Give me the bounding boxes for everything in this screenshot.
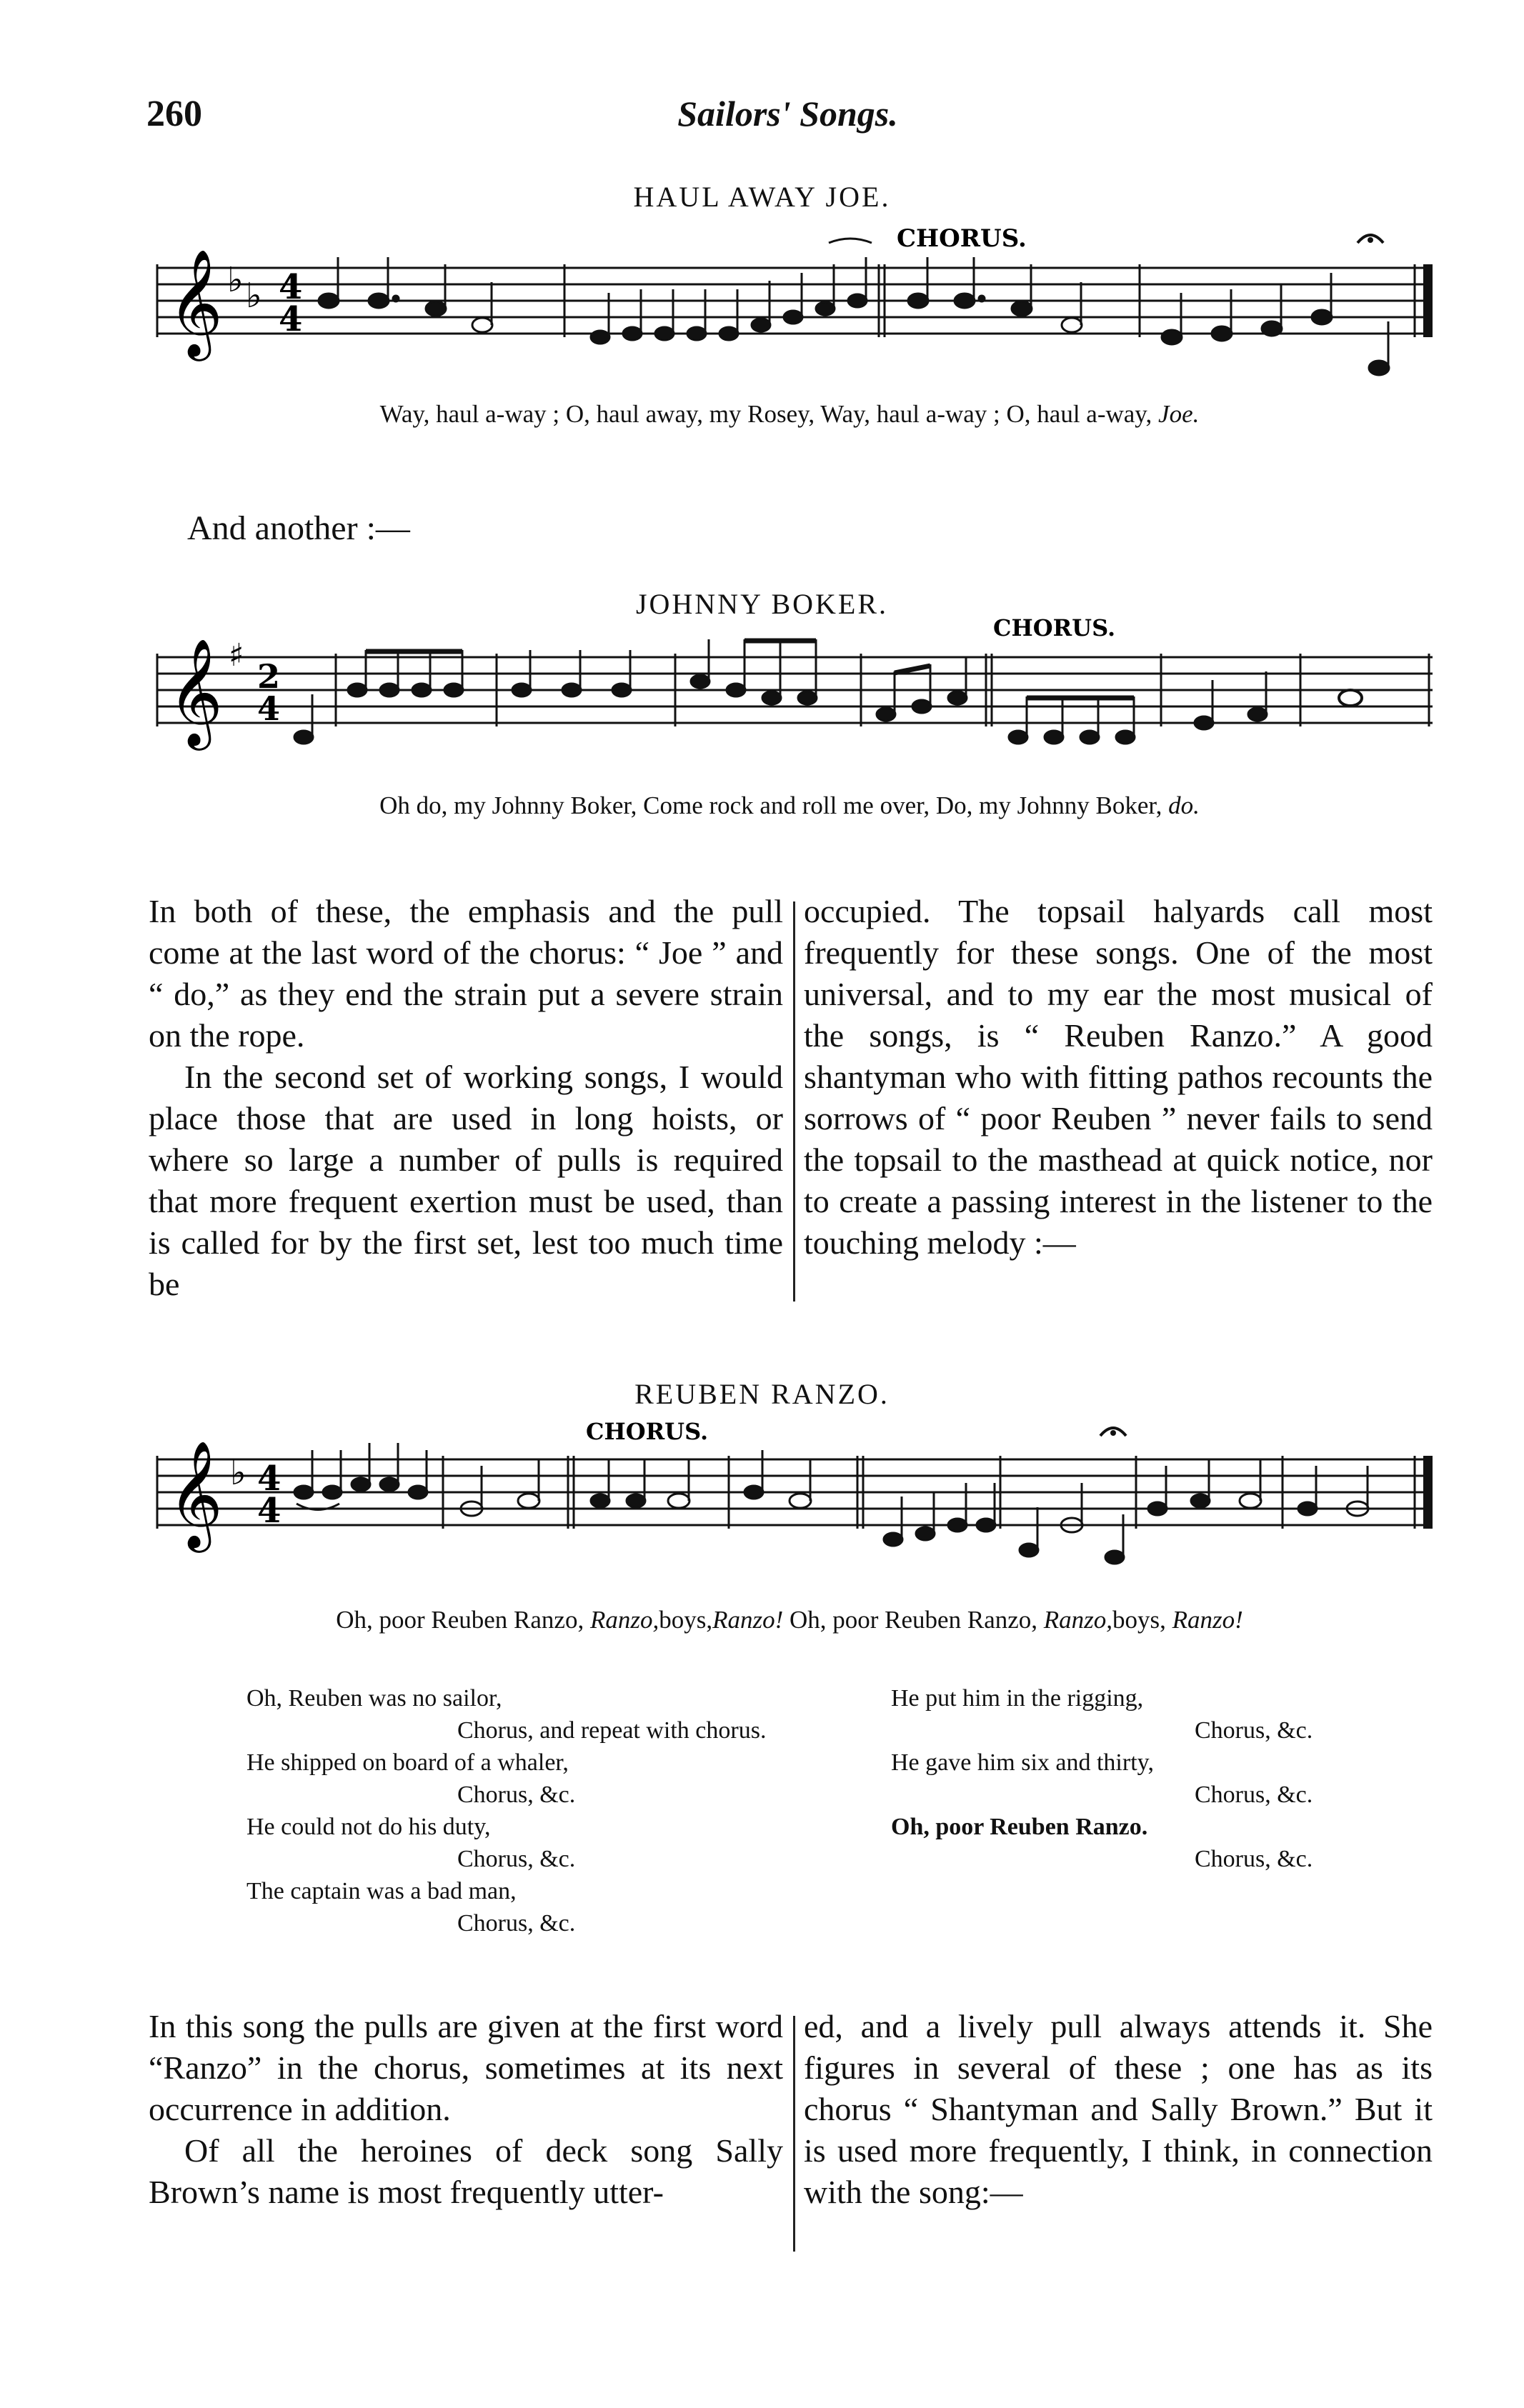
verse-chorus: Chorus, &c. [457,1846,576,1872]
lyrics-part-italic: Ranzo, [1043,1606,1113,1634]
paragraph: In both of these, the emphasis and the pull come at the last word of the chorus: “ Joe ” and “ do,” as they end the strain put a severe strain on the rope. [149,893,783,1054]
svg-text:♯: ♯ [229,637,244,674]
verse-line: Oh, poor Reuben Ranzo. [891,1814,1148,1840]
lyrics-part: Oh, poor Reuben Ranzo, [790,1606,1038,1634]
svg-text:𝄞: 𝄞 [168,248,223,356]
lyrics-johnny-boker [143,791,1436,820]
paragraph: In this song the pulls are given at the first word “Ranzo” in the chorus, sometimes at its next occurrence in addition. [149,2008,783,2127]
lyrics-part: boys, [659,1606,713,1634]
lyrics-line: Oh do, my Johnny Boker, Come rock and roll me over, Do, my Johnny Boker, [379,791,1162,819]
running-title: Sailors' Songs. [677,94,898,134]
column-divider [793,901,795,1302]
svg-text:4: 4 [257,1491,282,1531]
prose-column-left-2 [149,2006,783,2213]
lyrics-end: do. [1168,791,1200,819]
lyrics-part: boys, [1112,1606,1166,1634]
lyrics-line: Way, haul a-way ; O, haul away, my Rosey, Way, haul a-way ; O, haul a-way, [379,400,1152,428]
verses-left [246,1682,890,1939]
svg-text:𝄞: 𝄞 [168,637,223,746]
lyrics-end: Joe. [1158,400,1200,428]
chorus-label-2: CHORUS. [993,614,1116,641]
verse-line: He gave him six and thirty, [891,1749,1154,1776]
svg-text:2: 2 [257,657,281,696]
svg-text:𝄞: 𝄞 [168,1439,223,1548]
chorus-label-1: CHORUS. [897,224,1027,253]
prose-column-left-1 [149,891,783,1305]
paragraph: In the second set of working songs, I would place those that are used in long hoists, or where so large a number of pulls is required that more frequent exertion must be used, than is called for by the first set, lest too much time be [149,1059,783,1302]
song-title-haul-away-joe: HAUL AWAY JOE. [633,181,891,213]
prose-column-right-1 [804,891,1433,1264]
svg-text:4: 4 [279,267,303,307]
verse-chorus: Chorus, &c. [1195,1717,1313,1744]
verse-line: He shipped on board of a whaler, [246,1749,569,1776]
page-number: 260 [146,94,202,134]
staff-haul-away-joe [143,214,1436,400]
lyrics-part-italic: Ranzo, [589,1606,659,1634]
svg-text:♭: ♭ [227,260,244,300]
verse-chorus: Chorus, &c. [1195,1846,1313,1872]
lyrics-haul-away-joe [143,400,1436,429]
song-title-johnny-boker: JOHNNY BOKER. [635,588,889,620]
chorus-label-3: CHORUS. [586,1418,709,1445]
verses-right [891,1682,1405,1875]
verse-chorus: Chorus, &c. [457,1782,576,1808]
paragraph: occupied. The topsail halyards call most frequently for these songs. One of the most universal, and to my ear the most musical of the songs, is “ Reuben Ranzo.” A good shantyman who with fitting pathos recounts the sorrows of “ poor Reuben ” never fails to send the topsail to the masthead at quick notice, nor to create a passing interest in the listener to the touching melody :— [804,893,1433,1261]
svg-text:4: 4 [257,689,281,728]
lyrics-reuben-ranzo [143,1606,1436,1634]
staff-johnny-boker [143,614,1436,786]
svg-text:4: 4 [279,299,303,339]
verse-chorus: Chorus, and repeat with chorus. [457,1717,767,1744]
svg-text:4: 4 [257,1459,282,1499]
running-head [146,93,1429,150]
prose-column-right-2 [804,2006,1433,2213]
verse-chorus: Chorus, &c. [457,1910,576,1937]
lyrics-part: Oh, poor Reuben Ranzo, [336,1606,584,1634]
verse-line: He put him in the rigging, [891,1685,1144,1712]
staff-reuben-ranzo [143,1414,1436,1593]
svg-text:♭: ♭ [246,276,262,316]
svg-text:♭: ♭ [230,1453,246,1493]
song-title-reuben-ranzo: REUBEN RANZO. [634,1378,890,1410]
column-divider [793,2016,795,2252]
lyrics-part-italic: Ranzo! [1172,1606,1243,1634]
paragraph: ed, and a lively pull always attends it. She figures in several of these ; one has as its chorus “ Shantyman and Sally Brown.” But it is used more frequently, I think, in connection with the song:— [804,2008,1433,2210]
verse-line: The captain was a bad man, [246,1878,517,1904]
lyrics-part-italic: Ranzo! [712,1606,784,1634]
paragraph: Of all the heroines of deck song Sally Brown’s name is most frequently utter- [149,2132,783,2210]
verse-line: He could not do his duty, [246,1814,491,1840]
verse-chorus: Chorus, &c. [1195,1782,1313,1808]
verse-line: Oh, Reuben was no sailor, [246,1685,502,1712]
intro-text: And another :— [187,509,410,547]
